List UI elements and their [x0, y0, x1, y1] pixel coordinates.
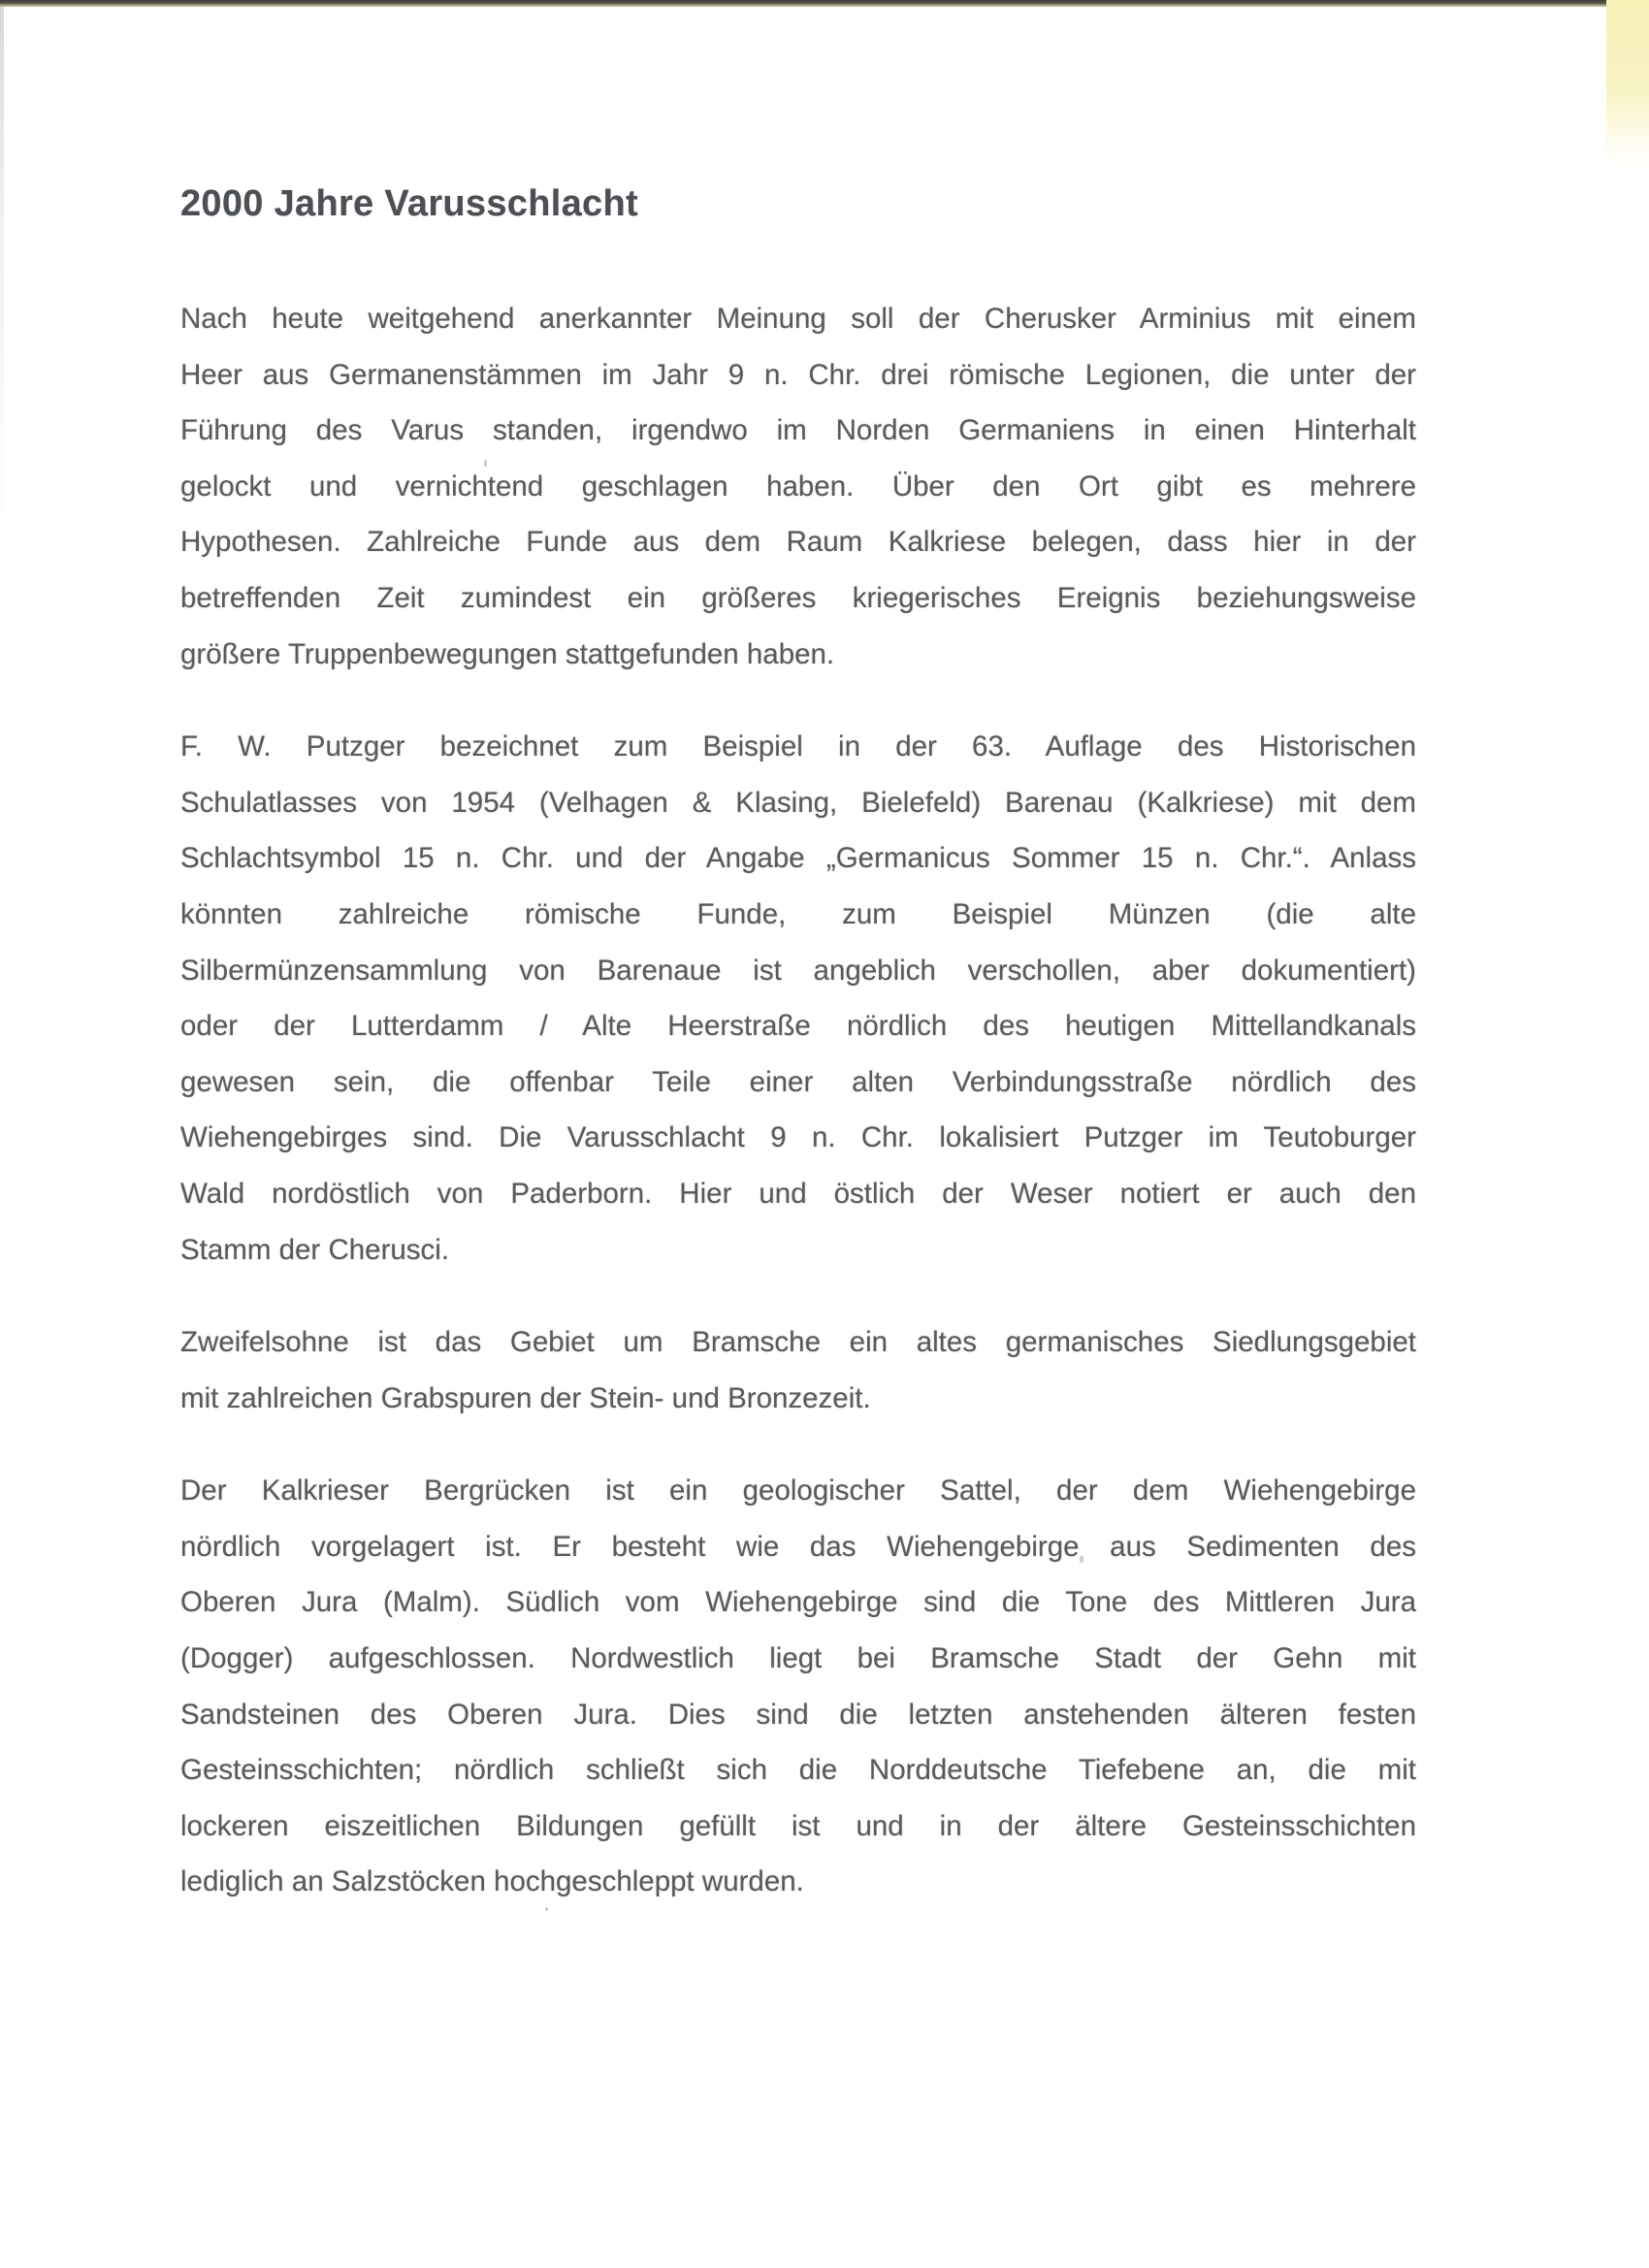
paragraph-line: Schlachtsymbol 15 n. Chr. und der Angabe „Germanicus Sommer 15 n. Chr.“. Anlass: [180, 842, 1416, 875]
paragraph-line: Oberen Jura (Malm). Südlich vom Wiehengebirge sind die Tone des Mittleren Jura: [180, 1586, 1416, 1619]
paragraph-line: Silbermünzensammlung von Barenaue ist angeblich verschollen, aber dokumentiert): [180, 954, 1416, 987]
paragraph-line: größere Truppenbewegungen stattgefunden haben.: [180, 637, 835, 670]
paragraph-line: Nach heute weitgehend anerkannter Meinung soll der Cherusker Arminius mit einem: [180, 303, 1416, 335]
paragraph-line: betreffenden Zeit zumindest ein größeres kriegerisches Ereignis beziehungsweise: [180, 581, 1416, 614]
paragraph-line: mit zahlreichen Grabspuren der Stein- und Bronzezeit.: [180, 1381, 871, 1414]
paragraph-line: lockeren eiszeitlichen Bildungen gefüllt ist und in der ältere Gesteinsschichten: [180, 1809, 1416, 1842]
scan-artifact-left-edge: [0, 7, 4, 550]
paragraph-line: Wald nordöstlich von Paderborn. Hier und östlich der Weser notiert er auch den: [180, 1177, 1416, 1210]
paragraph-line: (Dogger) aufgeschlossen. Nordwestlich liegt bei Bramsche Stadt der Gehn mit: [180, 1642, 1416, 1675]
paragraph-line: Führung des Varus standen, irgendwo im Norden Germaniens in einen Hinterhalt: [180, 414, 1416, 447]
paragraph-line: Zweifelsohne ist das Gebiet um Bramsche ein altes germanisches Siedlungsgebiet: [180, 1326, 1416, 1359]
scan-artifact-corner-highlight: [1606, 0, 1649, 170]
paragraph-line: könnten zahlreiche römische Funde, zum Beispiel Münzen (die alte: [180, 897, 1416, 930]
document-body: [180, 291, 1416, 1910]
paragraph-line: lediglich an Salzstöcken hochgeschleppt wurden.: [180, 1865, 804, 1898]
body-paragraph: [180, 1463, 1416, 1910]
paragraph-line: gelockt und vernichtend geschlagen haben. Über den Ort gibt es mehrere: [180, 470, 1416, 502]
paragraph-line: F. W. Putzger bezeichnet zum Beispiel in der 63. Auflage des Historischen: [180, 730, 1416, 763]
paragraph-line: oder der Lutterdamm / Alte Heerstraße nördlich des heutigen Mittellandkanals: [180, 1010, 1416, 1043]
paragraph-line: Gesteinsschichten; nördlich schließt sich die Norddeutsche Tiefebene an, die mit: [180, 1754, 1416, 1787]
paragraph-line: Der Kalkrieser Bergrücken ist ein geologischer Sattel, der dem Wiehengebirge: [180, 1474, 1416, 1507]
paragraph-line: Heer aus Germanenstämmen im Jahr 9 n. Chr. drei römische Legionen, die unter der: [180, 358, 1416, 391]
document-content: [180, 182, 1416, 1910]
paragraph-line: nördlich vorgelagert ist. Er besteht wie das Wiehengebirge aus Sedimenten des: [180, 1530, 1416, 1563]
paragraph-line: Sandsteinen des Oberen Jura. Dies sind die letzten anstehenden älteren festen: [180, 1698, 1416, 1731]
paragraph-line: Hypothesen. Zahlreiche Funde aus dem Raum Kalkriese belegen, dass hier in der: [180, 526, 1416, 559]
document-title: 2000 Jahre Varusschlacht: [180, 183, 638, 224]
paragraph-line: Stamm der Cherusci.: [180, 1233, 450, 1266]
scan-artifact-top-edge: [0, 0, 1607, 7]
body-paragraph: [180, 1314, 1416, 1426]
paragraph-line: gewesen sein, die offenbar Teile einer alten Verbindungsstraße nördlich des: [180, 1065, 1416, 1098]
paragraph-line: Wiehengebirges sind. Die Varusschlacht 9 n. Chr. lokalisiert Putzger im Teutoburger: [180, 1121, 1416, 1154]
body-paragraph: [180, 719, 1416, 1278]
body-paragraph: [180, 291, 1416, 682]
paragraph-line: Schulatlasses von 1954 (Velhagen & Klasing, Bielefeld) Barenau (Kalkriese) mit dem: [180, 786, 1416, 819]
